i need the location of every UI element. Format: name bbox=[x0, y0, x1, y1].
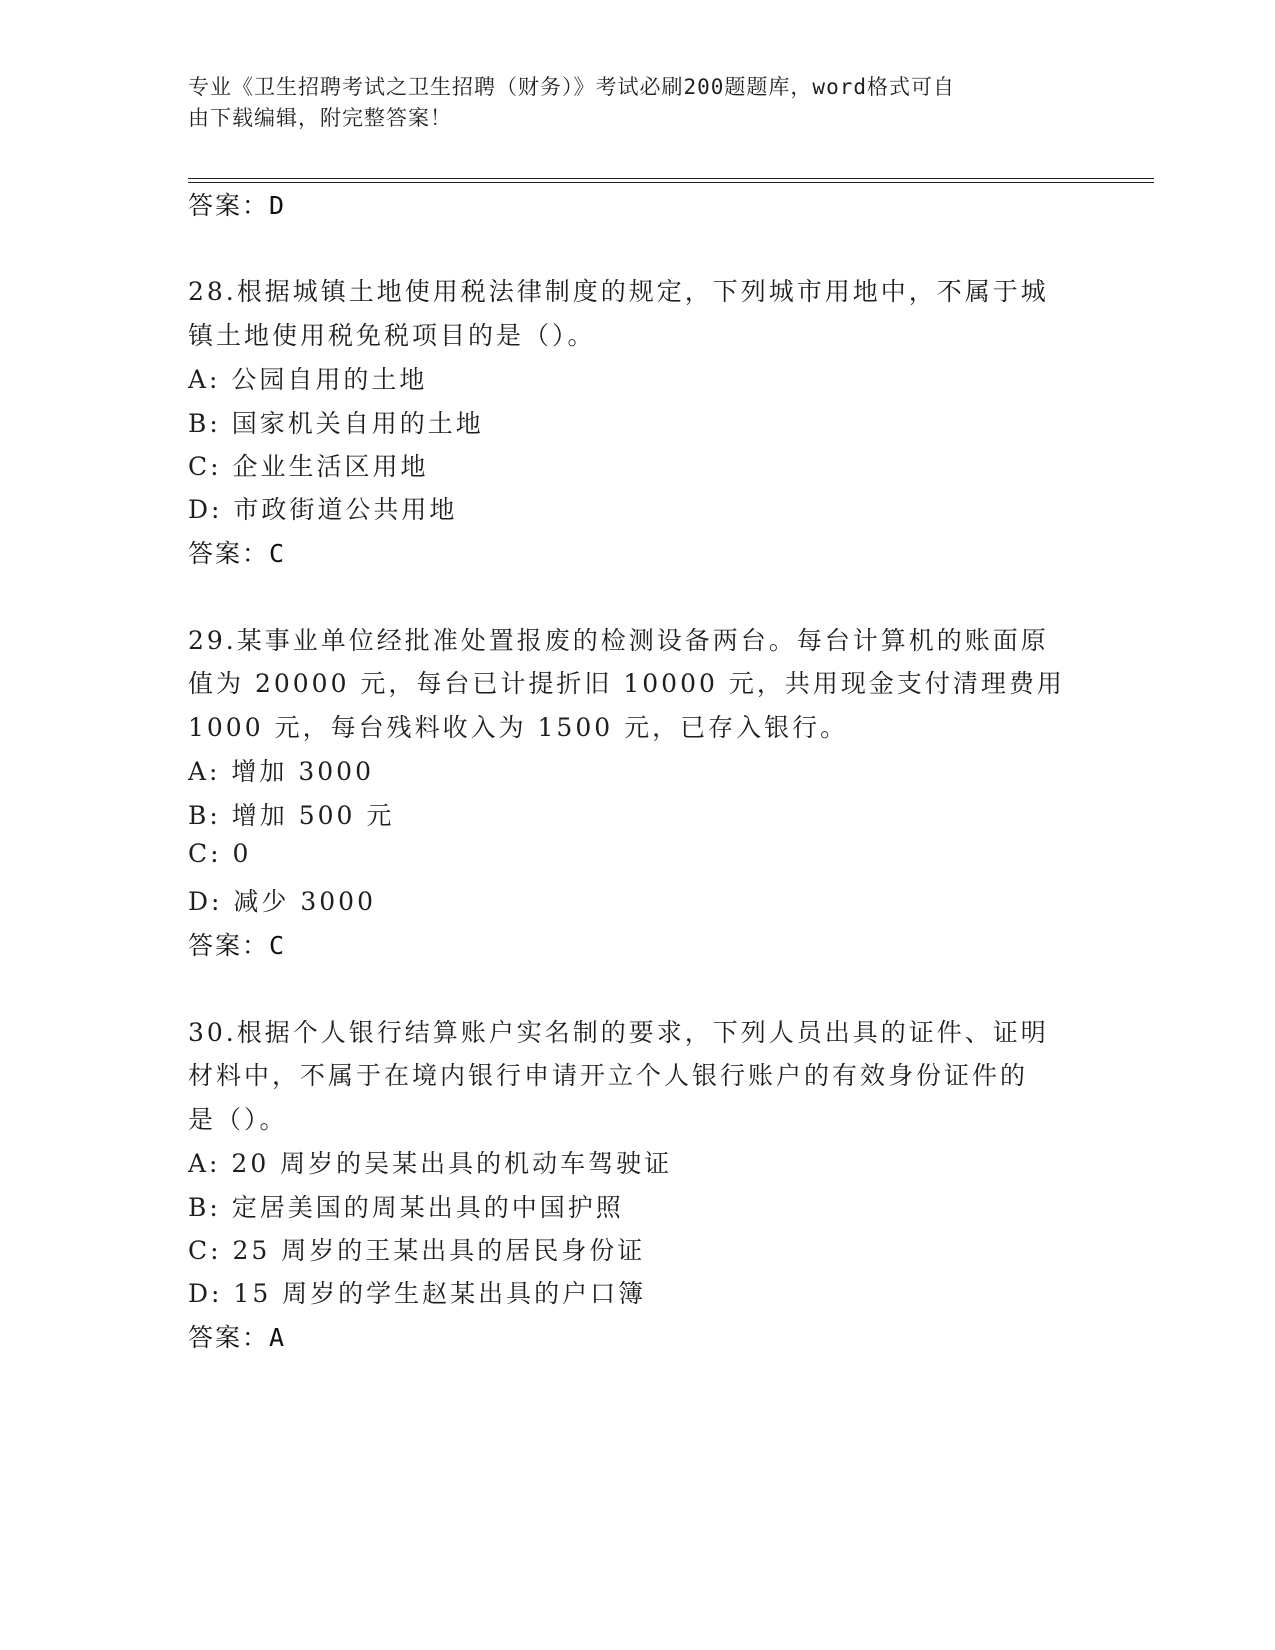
option-line: C: 企业生活区用地 bbox=[188, 452, 429, 481]
answer-line: 答案：C bbox=[188, 539, 287, 568]
page-header bbox=[188, 72, 1078, 134]
option-line: D: 减少 3000 bbox=[188, 887, 376, 916]
question-stem-line: 1000 元，每台残料收入为 1500 元，已存入银行。 bbox=[188, 713, 849, 742]
header-line: 由下载编辑，附完整答案！ bbox=[188, 106, 452, 130]
question-stem-line: 镇土地使用税免税项目的是（）。 bbox=[188, 321, 596, 350]
question-stem-line: 28.根据城镇土地使用税法律制度的规定，下列城市用地中，不属于城 bbox=[188, 277, 1049, 306]
question-stem-line: 材料中，不属于在境内银行申请开立个人银行账户的有效身份证件的 bbox=[188, 1061, 1029, 1090]
question-stem-line: 30.根据个人银行结算账户实名制的要求，下列人员出具的证件、证明 bbox=[188, 1018, 1049, 1047]
header-line: 专业《卫生招聘考试之卫生招聘（财务）》考试必刷200题题库，word格式可自 bbox=[188, 75, 955, 99]
option-line: C: 25 周岁的王某出具的居民身份证 bbox=[188, 1236, 646, 1265]
option-line: A: 公园自用的土地 bbox=[188, 365, 428, 394]
question-stem-line: 29.某事业单位经批准处置报废的检测设备两台。每台计算机的账面原 bbox=[188, 626, 1049, 655]
option-line: A: 增加 3000 bbox=[188, 757, 374, 786]
header-divider bbox=[188, 182, 1154, 183]
option-line: D: 15 周岁的学生赵某出具的户口簿 bbox=[188, 1279, 647, 1308]
option-line: B: 定居美国的周某出具的中国护照 bbox=[188, 1193, 624, 1222]
option-line: C: 0 bbox=[188, 839, 252, 868]
answer-line: 答案：D bbox=[188, 191, 287, 220]
header-divider bbox=[188, 178, 1154, 179]
option-line: D: 市政街道公共用地 bbox=[188, 495, 458, 524]
option-line: A: 20 周岁的吴某出具的机动车驾驶证 bbox=[188, 1149, 673, 1178]
question-stem-line: 是（）。 bbox=[188, 1105, 288, 1134]
question-stem-line: 值为 20000 元，每台已计提折旧 10000 元，共用现金支付清理费用 bbox=[188, 669, 1065, 698]
answer-line: 答案：C bbox=[188, 931, 287, 960]
answer-line: 答案：A bbox=[188, 1323, 287, 1352]
option-line: B: 增加 500 元 bbox=[188, 801, 395, 830]
option-line: B: 国家机关自用的土地 bbox=[188, 409, 484, 438]
